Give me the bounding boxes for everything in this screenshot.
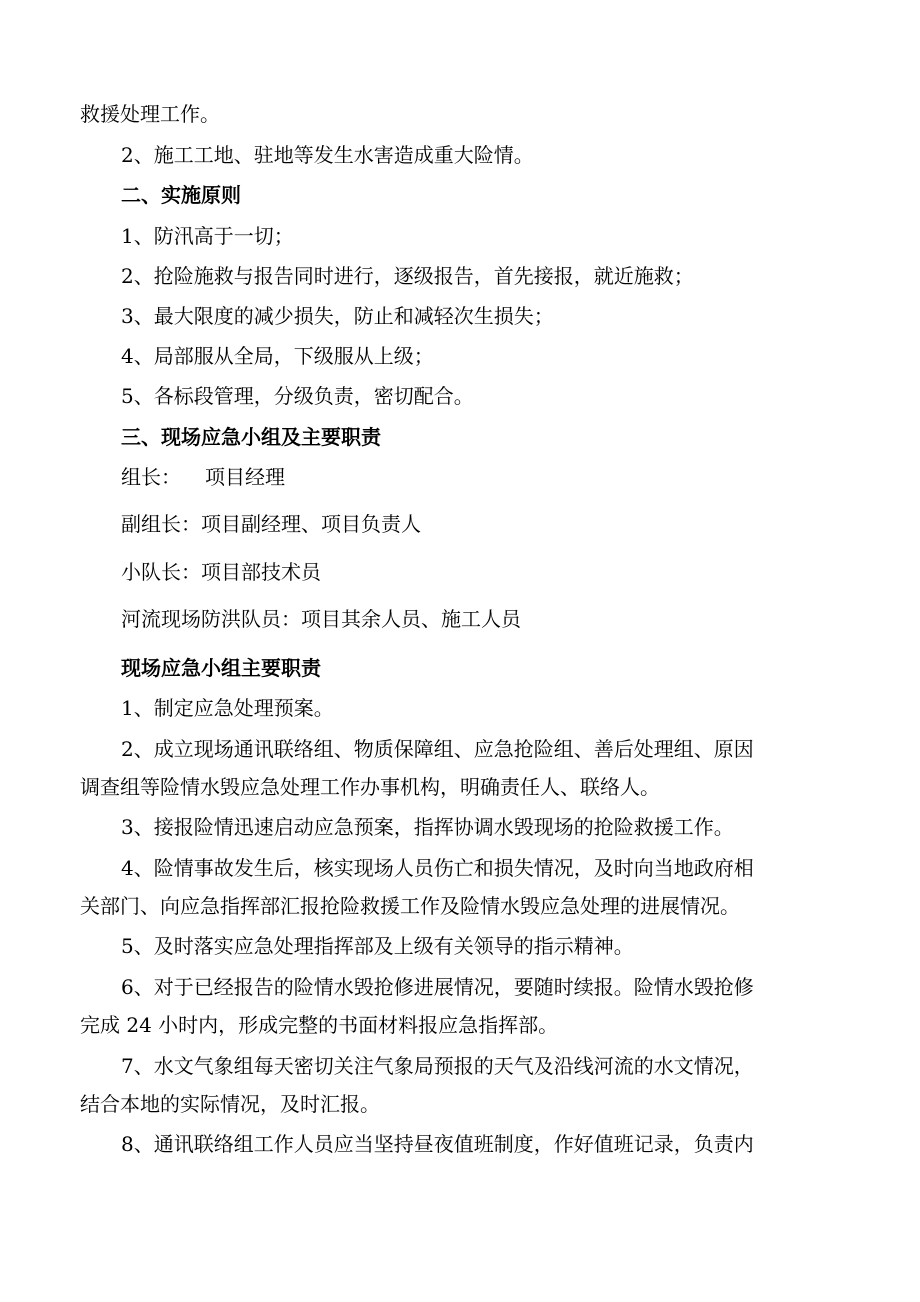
duty-item-6-line-1: 6、对于已经报告的险情水毁抢修进展情况，要随时续报。险情水毁抢修 xyxy=(121,975,754,999)
duty-item-4-line-1: 4、险情事故发生后，核实现场人员伤亡和损失情况，及时向当地政府相 xyxy=(121,856,754,880)
team-captain-line: 小队长：项目部技术员 xyxy=(121,560,321,584)
section-heading-principles: 二、实施原则 xyxy=(121,183,241,207)
team-members-line: 河流现场防洪队员：项目其余人员、施工人员 xyxy=(121,607,521,631)
duty-item-7-line-1: 7、水文气象组每天密切关注气象局预报的天气及沿线河流的水文情况， xyxy=(121,1054,754,1078)
duty-item-5: 5、及时落实应急处理指挥部及上级有关领导的指示精神。 xyxy=(121,934,634,958)
duty-item-1: 1、制定应急处理预案。 xyxy=(121,696,334,720)
principle-item-5: 5、各标段管理，分级负责，密切配合。 xyxy=(121,384,474,408)
principle-item-2: 2、抢险施救与报告同时进行，逐级报告，首先接报，就近施救； xyxy=(121,264,694,288)
duties-heading: 现场应急小组主要职责 xyxy=(121,656,321,680)
duty-item-2-line-1: 2、成立现场通讯联络组、物质保障组、应急抢险组、善后处理组、原因 xyxy=(121,737,754,761)
duty-item-3: 3、接报险情迅速启动应急预案，指挥协调水毁现场的抢险救援工作。 xyxy=(121,815,734,839)
duty-item-7-line-2: 结合本地的实际情况，及时汇报。 xyxy=(80,1092,380,1116)
duty-item-4-line-2: 关部门、向应急指挥部汇报抢险救援工作及险情水毁应急处理的进展情况。 xyxy=(80,894,740,918)
duty-item-2-line-2: 调查组等险情水毁应急处理工作办事机构，明确责任人、联络人。 xyxy=(80,775,660,799)
paragraph-continuation: 救援处理工作。 xyxy=(80,102,220,126)
principle-item-3: 3、最大限度的减少损失，防止和减轻次生损失； xyxy=(121,304,554,328)
duty-item-8-line-1: 8、通讯联络组工作人员应当坚持昼夜值班制度，作好值班记录，负责内 xyxy=(121,1132,754,1156)
team-deputy-line: 副组长：项目副经理、项目负责人 xyxy=(121,512,421,536)
duty-item-6-line-2: 完成 24 小时内，形成完整的书面材料报应急指挥部。 xyxy=(80,1013,559,1037)
section-heading-team: 三、现场应急小组及主要职责 xyxy=(121,425,381,449)
team-leader-line xyxy=(121,465,285,489)
principle-item-4: 4、局部服从全局，下级服从上级； xyxy=(121,344,434,368)
principle-item-1: 1、防汛高于一切； xyxy=(121,224,294,248)
team-leader-value: 项目经理 xyxy=(205,465,285,489)
trigger-item-2: 2、施工工地、驻地等发生水害造成重大险情。 xyxy=(121,143,534,167)
team-leader-label: 组长： xyxy=(121,465,181,489)
